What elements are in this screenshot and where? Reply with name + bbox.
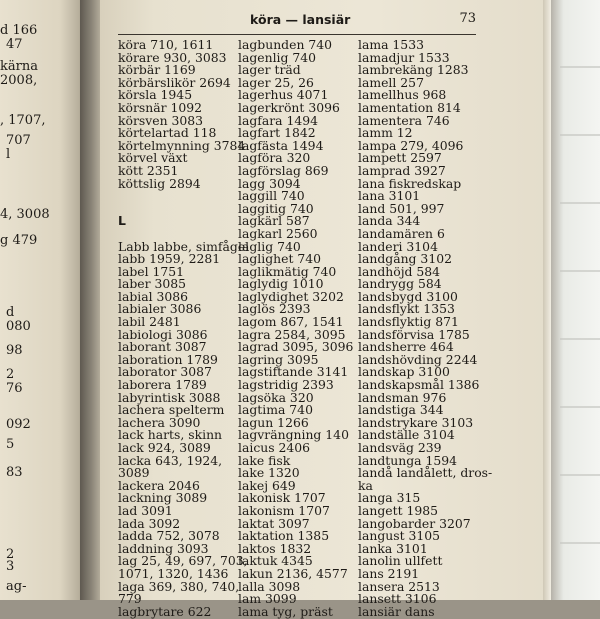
dictionary-entry: lalla 3098 xyxy=(238,578,301,594)
dictionary-entry: körvel växt xyxy=(118,150,188,166)
dictionary-entry: laktation 1385 xyxy=(238,528,330,544)
dictionary-entry: laboration 1789 xyxy=(118,351,218,367)
dictionary-entry: label 1751 xyxy=(118,263,185,279)
dictionary-entry: laddning 3093 xyxy=(118,540,209,556)
dictionary-entry: landsbygd 3100 xyxy=(358,288,458,304)
dictionary-entry: lagun 1266 xyxy=(238,414,309,430)
dictionary-entry: lam 3099 xyxy=(238,591,297,607)
left-page-text-fragment: d xyxy=(6,305,15,320)
dictionary-entry: landsflykt 1353 xyxy=(358,301,455,317)
dictionary-entry: lakun 2136, 4577 xyxy=(238,565,348,581)
dictionary-entry: labiologi 3086 xyxy=(118,326,208,342)
dictionary-entry: lamentation 814 xyxy=(358,99,461,115)
dictionary-entry: köttslig 2894 xyxy=(118,175,201,191)
dictionary-entry: lamell 257 xyxy=(358,74,424,90)
dictionary-entry: landa 344 xyxy=(358,213,421,229)
left-page-text-fragment: 4, 3008 xyxy=(0,207,50,222)
left-page-text-fragment: 3 xyxy=(6,559,15,574)
dictionary-entry: lana fiskredskap xyxy=(358,175,462,191)
dictionary-entry: labb 1959, 2281 xyxy=(118,251,221,267)
dictionary-entry: labil 2481 xyxy=(118,314,181,330)
dictionary-entry: langett 1985 xyxy=(358,502,439,518)
left-page-text-fragment: 47 xyxy=(6,37,23,52)
dictionary-entry: landsman 976 xyxy=(358,389,447,405)
dictionary-entry: landstiga 344 xyxy=(358,402,444,418)
dictionary-entry: 1071, 1320, 1436 xyxy=(118,565,229,581)
dictionary-entry: laglydighet 3202 xyxy=(238,288,344,304)
dictionary-entry: laglig 740 xyxy=(238,238,301,254)
dictionary-entry: landeri 3104 xyxy=(358,238,438,254)
dictionary-entry: lakonisk 1707 xyxy=(238,490,326,506)
dictionary-entry: labial 3086 xyxy=(118,288,189,304)
dictionary-entry: laber 3085 xyxy=(118,276,187,292)
dictionary-entry: landställe 3104 xyxy=(358,427,455,443)
dictionary-entry: ka xyxy=(358,477,373,493)
dictionary-entry: lambrekäng 1283 xyxy=(358,62,469,78)
left-page-text-fragment: g 479 xyxy=(0,233,38,248)
dictionary-entry: laborator 3087 xyxy=(118,364,212,380)
dictionary-entry: landstrykare 3103 xyxy=(358,414,474,430)
left-page xyxy=(0,0,86,600)
dictionary-entry: laglighet 740 xyxy=(238,251,322,267)
dictionary-entry: lagenlig 740 xyxy=(238,49,317,65)
background-tiles xyxy=(560,0,600,600)
header-rule xyxy=(118,34,476,35)
dictionary-entry: körsnär 1092 xyxy=(118,99,203,115)
page-header xyxy=(100,10,550,30)
left-page-text-fragment: 2 xyxy=(6,547,15,562)
dictionary-entry: landgång 3102 xyxy=(358,251,452,267)
dictionary-entry: langust 3105 xyxy=(358,528,441,544)
dictionary-entry: 779 xyxy=(118,591,142,607)
dictionary-entry: lagvrängning 140 xyxy=(238,427,349,443)
dictionary-entry: landskap 3100 xyxy=(358,364,450,380)
dictionary-entry: laktat 3097 xyxy=(238,515,310,531)
dictionary-entry: lakonism 1707 xyxy=(238,502,330,518)
dictionary-entry: körsven 3083 xyxy=(118,112,204,128)
dictionary-column-3 xyxy=(358,39,492,618)
dictionary-entry: landsväg 239 xyxy=(358,440,442,455)
dictionary-column-2 xyxy=(238,39,353,618)
dictionary-entry: lakej 649 xyxy=(238,477,296,493)
dictionary-entry: lagg 3094 xyxy=(238,175,301,191)
dictionary-entry: laborant 3087 xyxy=(118,339,207,355)
dictionary-entry: landsförvisa 1785 xyxy=(358,326,470,342)
dictionary-entry: lake fisk xyxy=(238,452,291,468)
dictionary-entry: lachera spelterm xyxy=(118,402,225,418)
dictionary-entry: landsherre 464 xyxy=(358,339,454,355)
dictionary-entry: laggill 740 xyxy=(238,188,305,204)
left-page-text-fragment: d 166 xyxy=(0,23,38,38)
left-page-text-fragment: ag- xyxy=(6,579,27,594)
dictionary-entry: lagring 3095 xyxy=(238,351,319,367)
dictionary-entry: lagerkrönt 3096 xyxy=(238,99,340,115)
dictionary-entry: lake 1320 xyxy=(238,465,300,481)
dictionary-entry: lansera 2513 xyxy=(358,578,440,594)
dictionary-entry: lagfästa 1494 xyxy=(238,137,324,153)
dictionary-entry: lanka 3101 xyxy=(358,540,428,556)
dictionary-entry: lagkärl 587 xyxy=(238,213,310,229)
dictionary-column-1 xyxy=(118,39,249,618)
dictionary-entry: laicus 2406 xyxy=(238,440,311,455)
dictionary-entry: landshövding 2244 xyxy=(358,351,478,367)
dictionary-entry: lack 924, 3089 xyxy=(118,440,211,455)
dictionary-entry: körare 930, 3083 xyxy=(118,49,227,65)
dictionary-entry: landrygg 584 xyxy=(358,276,442,292)
dictionary-entry: lada 3092 xyxy=(118,515,181,531)
dictionary-entry: laggitig 740 xyxy=(238,200,314,216)
dictionary-entry: landtunga 1594 xyxy=(358,452,457,468)
dictionary-entry: lagom 867, 1541 xyxy=(238,314,344,330)
dictionary-entry: ladda 752, 3078 xyxy=(118,528,220,544)
dictionary-entry: lackera 2046 xyxy=(118,477,200,493)
left-page-text-fragment: , 1707, xyxy=(0,113,46,128)
dictionary-entry: lagfart 1842 xyxy=(238,125,316,141)
dictionary-entry: land 501, 997 xyxy=(358,200,445,216)
dictionary-entry: landå landålett, dros- xyxy=(358,465,493,481)
section-letter: L xyxy=(118,213,126,229)
dictionary-entry: laktos 1832 xyxy=(238,540,312,556)
dictionary-entry: lagra 2584, 3095 xyxy=(238,326,346,342)
dictionary-entry: lamellhus 968 xyxy=(358,87,447,103)
dictionary-entry: laktuk 4345 xyxy=(238,553,313,569)
dictionary-entry: langa 315 xyxy=(358,490,421,506)
dictionary-entry: Labb labbe, simfågel xyxy=(118,238,250,254)
dictionary-entry: lagsöka 320 xyxy=(238,389,314,405)
dictionary-entry xyxy=(118,203,249,216)
left-page-text-fragment: 092 xyxy=(6,417,31,432)
left-page-text-fragment: kärna xyxy=(0,59,38,74)
dictionary-entry: körbär 1169 xyxy=(118,62,196,78)
dictionary-entry: laborera 1789 xyxy=(118,377,207,393)
left-page-text-fragment: 2 xyxy=(6,367,15,382)
left-page-text-fragment: 2008, xyxy=(0,73,38,88)
dictionary-entry: lad 3091 xyxy=(118,502,173,518)
dictionary-entry: kött 2351 xyxy=(118,162,179,178)
left-page-text-fragment: 76 xyxy=(6,381,23,396)
dictionary-entry: lagstiftande 3141 xyxy=(238,364,349,380)
dictionary-entry: laglös 2393 xyxy=(238,301,311,317)
page-title: köra — lansiär xyxy=(250,12,351,27)
dictionary-entry: landamären 6 xyxy=(358,225,445,241)
dictionary-entry: lack harts, skinn xyxy=(118,427,223,443)
dictionary-entry: lagbrytare 622 xyxy=(118,603,212,619)
dictionary-entry: lager träd xyxy=(238,62,301,78)
left-page-text-fragment: l xyxy=(6,147,11,162)
dictionary-entry: lamprad 3927 xyxy=(358,162,446,178)
dictionary-entry: lana 3101 xyxy=(358,188,421,204)
dictionary-entry: lagtima 740 xyxy=(238,402,313,418)
left-page-text-fragment: 83 xyxy=(6,465,23,480)
dictionary-entry: lagrad 3095, 3096 xyxy=(238,339,354,355)
dictionary-entry: lackning 3089 xyxy=(118,490,208,506)
page-edge xyxy=(543,0,551,600)
dictionary-entry: laglikmätig 740 xyxy=(238,263,337,279)
dictionary-entry: langobarder 3207 xyxy=(358,515,471,531)
dictionary-entry: körtelartad 118 xyxy=(118,125,217,141)
dictionary-entry: lag 25, 49, 697, 703, xyxy=(118,553,248,569)
dictionary-entry: körsla 1945 xyxy=(118,87,193,103)
left-page-text-fragment: 080 xyxy=(6,319,31,334)
dictionary-entry: lamentera 746 xyxy=(358,112,450,128)
dictionary-entry: lanolin ullfett xyxy=(358,553,443,569)
dictionary-entry: 3089 xyxy=(118,465,150,481)
dictionary-entry: landsflyktig 871 xyxy=(358,314,459,330)
dictionary-entry xyxy=(118,190,249,203)
dictionary-entry: lansett 3106 xyxy=(358,591,437,607)
dictionary-entry: landskapsmål 1386 xyxy=(358,377,480,393)
dictionary-entry: lans 2191 xyxy=(358,565,420,581)
left-page-text-fragment: 5 xyxy=(6,437,15,452)
dictionary-entry: lama tyg, präst xyxy=(238,603,333,619)
dictionary-entry: lacka 643, 1924, xyxy=(118,452,223,468)
dictionary-entry: lagföra 320 xyxy=(238,150,311,166)
dictionary-entry: lagbunden 740 xyxy=(238,37,333,52)
dictionary-entry: labialer 3086 xyxy=(118,301,202,317)
page-number: 73 xyxy=(459,11,476,26)
dictionary-entry: lansiär dans xyxy=(358,603,435,619)
dictionary-entry: lagstridig 2393 xyxy=(238,377,334,393)
dictionary-entry: lampett 2597 xyxy=(358,150,442,166)
dictionary-entry: körbärslikör 2694 xyxy=(118,74,231,90)
dictionary-entry: lamm 12 xyxy=(358,125,413,141)
dictionary-entry: lamadjur 1533 xyxy=(358,49,450,65)
right-page xyxy=(100,0,550,619)
dictionary-entry: laglydig 1010 xyxy=(238,276,324,292)
left-page-text-fragment: 98 xyxy=(6,343,23,358)
left-page-text-fragment: 707 xyxy=(6,133,31,148)
dictionary-entry: lagkarl 2560 xyxy=(238,225,318,241)
dictionary-entry: lama 1533 xyxy=(358,37,424,52)
dictionary-entry: lachera 3090 xyxy=(118,414,201,430)
dictionary-entry: labyrintisk 3088 xyxy=(118,389,221,405)
dictionary-entry: köra 710, 1611 xyxy=(118,37,214,52)
dictionary-entry: lagförslag 869 xyxy=(238,162,329,178)
dictionary-entry: laga 369, 380, 740, xyxy=(118,578,240,594)
dictionary-entry: lampa 279, 4096 xyxy=(358,137,464,153)
dictionary-entry: körtelmynning 3784 xyxy=(118,137,246,153)
dictionary-entry: lagerhus 4071 xyxy=(238,87,329,103)
dictionary-entry: landhöjd 584 xyxy=(358,263,441,279)
dictionary-entry: lager 25, 26 xyxy=(238,74,314,90)
dictionary-entry: lagfara 1494 xyxy=(238,112,319,128)
